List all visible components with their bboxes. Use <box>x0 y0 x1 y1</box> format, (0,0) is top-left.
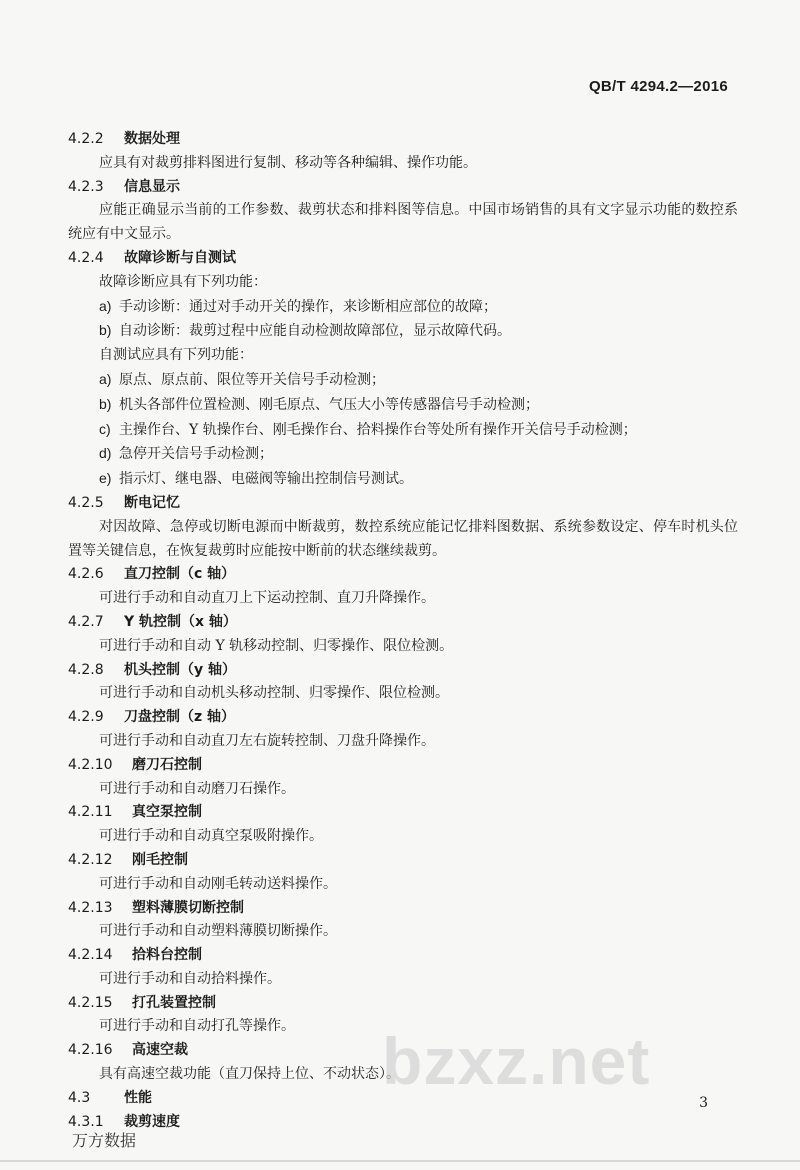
section-title: 性能 <box>124 1089 152 1106</box>
watermark: bzxz.net <box>382 1024 651 1098</box>
section-heading <box>68 611 738 635</box>
paragraph: 应能正确显示当前的工作参数、裁剪状态和排料图等信息。中国市场销售的具有文字显示功能的数控系统应有中文显示。 <box>68 202 738 243</box>
paragraph: 可进行手动和自动直刀左右旋转控制、刀盘升降操作。 <box>99 732 435 749</box>
paragraph: 自测试应具有下列功能： <box>99 347 253 364</box>
section-number: 4.2.15 <box>68 994 113 1011</box>
section-heading <box>68 992 738 1016</box>
section-number: 4.2.3 <box>68 178 104 195</box>
footer-brand: 万方数据 <box>72 1131 137 1150</box>
list-item <box>68 442 738 467</box>
list-item <box>68 393 738 418</box>
paragraph: 故障诊断应具有下列功能： <box>99 273 267 290</box>
list-item-text: 指示灯、继电器、电磁阀等输出控制信号测试。 <box>119 471 413 488</box>
section-heading <box>68 754 738 778</box>
paragraph: 可进行手动和自动打孔等操作。 <box>99 1018 295 1035</box>
list-item <box>68 467 738 492</box>
list-item-label: c) <box>99 420 111 437</box>
list-item-label: e) <box>99 470 112 487</box>
section-title: 塑料薄膜切断控制 <box>132 899 244 916</box>
page-number: 3 <box>699 1095 708 1111</box>
paragraph: 可进行手动和自动刚毛转动送料操作。 <box>99 875 337 892</box>
paragraph: 具有高速空裁功能（直刀保持上位、不动状态）。 <box>99 1066 400 1083</box>
paragraph: 可进行手动和自动真空泵吸附操作。 <box>99 828 323 845</box>
section-number: 4.2.14 <box>68 947 113 964</box>
list-item-text: 自动诊断：裁剪过程中应能自动检测故障部位，显示故障代码。 <box>119 323 511 340</box>
section-number: 4.2.11 <box>68 804 113 821</box>
paragraph: 对因故障、急停或切断电源而中断裁剪，数控系统应能记忆排料图数据、系统参数设定、停车时机头位置等关键信息，在恢复裁剪时应能按中断前的状态继续裁剪。 <box>68 518 738 559</box>
section-number: 4.2.12 <box>68 851 113 868</box>
section-number: 4.2.10 <box>68 756 113 773</box>
list-item-label: d) <box>99 445 112 462</box>
section-heading <box>68 659 738 683</box>
section-number: 4.3 <box>68 1089 91 1106</box>
paragraph: 可进行手动和自动 Y 轨移动控制、归零操作、限位检测。 <box>99 637 454 654</box>
section-heading <box>68 801 738 825</box>
standard-code: QB/T 4294.2—2016 <box>588 78 728 95</box>
section-heading <box>68 1111 738 1135</box>
section-heading <box>68 247 738 271</box>
list-item-text: 机头各部件位置检测、刚毛原点、气压大小等传感器信号手动检测； <box>119 396 539 413</box>
section-number: 4.2.13 <box>68 899 113 916</box>
list-item-label: a) <box>99 297 112 314</box>
section-number: 4.3.1 <box>68 1113 104 1130</box>
section-title: 裁剪速度 <box>124 1113 180 1130</box>
section-heading <box>68 176 738 200</box>
section-title: 拾料台控制 <box>132 947 202 964</box>
list-item-text: 主操作台、Y 轨操作台、刚毛操作台、拾料操作台等处所有操作开关信号手动检测； <box>119 421 637 438</box>
section-heading <box>68 944 738 968</box>
section-number: 4.2.7 <box>68 613 104 630</box>
list-item-text: 手动诊断：通过对手动开关的操作，来诊断相应部位的故障； <box>119 298 497 315</box>
list-item-label: b) <box>99 322 112 339</box>
section-number: 4.2.4 <box>68 249 104 266</box>
section-title: 刚毛控制 <box>132 851 188 868</box>
section-title: 打孔装置控制 <box>132 994 216 1011</box>
paragraph: 应具有对裁剪排料图进行复制、移动等各种编辑、操作功能。 <box>99 154 477 171</box>
list-item <box>68 418 738 443</box>
section-title: Y 轨控制（x 轴） <box>124 613 237 630</box>
list-item <box>68 319 738 344</box>
section-heading <box>68 492 738 516</box>
section-title: 直刀控制（c 轴） <box>124 566 236 583</box>
paragraph: 可进行手动和自动拾料操作。 <box>99 970 281 987</box>
section-number: 4.2.8 <box>68 661 104 678</box>
section-title: 数据处理 <box>124 131 180 147</box>
section-number: 4.2.5 <box>68 494 104 511</box>
section-title: 真空泵控制 <box>132 804 202 821</box>
section-title: 信息显示 <box>124 178 180 195</box>
list-item-label: a) <box>99 370 112 387</box>
section-heading <box>68 897 738 921</box>
list-item-text: 原点、原点前、限位等开关信号手动检测； <box>119 371 385 388</box>
list-item <box>68 368 738 393</box>
paragraph: 可进行手动和自动直刀上下运动控制、直刀升降操作。 <box>99 590 435 607</box>
list-item-text: 急停开关信号手动检测； <box>119 446 273 463</box>
paragraph: 可进行手动和自动塑料薄膜切断操作。 <box>99 923 337 940</box>
section-title: 故障诊断与自测试 <box>124 249 236 266</box>
section-number: 4.2.2 <box>68 131 104 147</box>
section-number: 4.2.9 <box>68 709 104 726</box>
section-heading <box>68 706 738 730</box>
section-heading <box>68 849 738 873</box>
list-item-label: b) <box>99 395 112 412</box>
section-number: 4.2.16 <box>68 1042 113 1059</box>
section-heading <box>68 128 738 152</box>
section-title: 磨刀石控制 <box>132 756 202 773</box>
section-heading <box>68 563 738 587</box>
paragraph: 可进行手动和自动机头移动控制、归零操作、限位检测。 <box>99 685 449 702</box>
section-number: 4.2.6 <box>68 566 104 583</box>
divider <box>0 1160 800 1162</box>
section-title: 高速空裁 <box>132 1042 188 1059</box>
section-title: 断电记忆 <box>124 494 180 511</box>
paragraph: 可进行手动和自动磨刀石操作。 <box>99 780 295 797</box>
document-body <box>68 128 738 1134</box>
list-item <box>68 295 738 320</box>
section-title: 机头控制（y 轴） <box>124 661 236 678</box>
section-title: 刀盘控制（z 轴） <box>124 709 236 726</box>
